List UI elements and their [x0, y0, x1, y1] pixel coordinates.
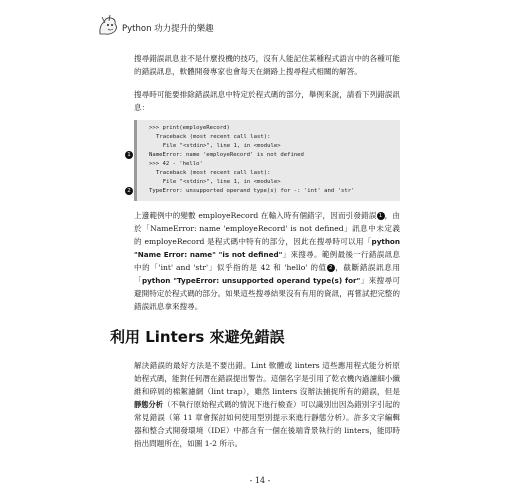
paragraph-linters: 解決錯誤的最好方法是不要出錯。Lint 軟體或 linters 這些應用程式能分析原始程式碼，能對任何潛在錯誤提出警告。這個名字是引用了乾衣機內過濾細小纖維和碎屑的棉絮濾網（lint trap），雖然 linters 沒辦法捕捉所有的錯誤，但是靜態分析（不執行原始程式碼的情況下進行檢查）可以識別出因為錯別字引起的常見錯誤（第 11 章會探討如何使用型別提示來進行靜態分析）。許多文字編輯器和整合式開發環境（IDE）中都含有一個在後端背景執行的 linters，能即時指出問題所在，如圖 1-2 所示。: [134, 361, 400, 448]
code-line-7: File "<stdin>", line 1, in <module>: [156, 179, 281, 185]
term-static-analysis: 靜態分析: [134, 400, 163, 409]
callout-marker-2: 2: [125, 187, 133, 195]
code-block: [127, 120, 400, 201]
section-heading: 利用 Linters 來避免錯誤: [110, 328, 285, 346]
code-line-5: >>> 42 - 'hello': [149, 161, 203, 167]
callout-ref-2: 2: [327, 264, 335, 272]
paragraph-exclude-specific: 搜尋時可能要排除錯誤訊息中特定於程式碼的部分，舉例來說，請看下列錯誤訊息：: [134, 90, 400, 112]
code-line-3: File "<stdin>", line 1, in <module>: [156, 143, 281, 149]
page-header: [0, 0, 520, 38]
code-line-6: Traceback (most recent call last):: [156, 170, 271, 176]
code-line-8: 2 TypeError: unsupported operand type(s) for -: 'int' and 'str': [149, 187, 394, 196]
search-query-2: python "TypeError: unsupported operand type(s) for": [141, 276, 361, 285]
paragraph-search-tips: 搜尋錯誤訊息並不是什麼投機的技巧，沒有人能記住某種程式語言中的各種可能的錯誤訊息，軟體開發專家也會每天在網路上搜尋程式相關的解答。: [134, 54, 400, 76]
code-line-2: Traceback (most recent call last):: [156, 134, 271, 140]
code-line-4: 1 NameError: name 'employeRecord' is not defined: [149, 151, 394, 160]
search-query-1: python "Name Error: name" "is not defined": [134, 237, 400, 259]
callout-ref-1: 1: [377, 212, 385, 220]
page-number: - 14 -: [249, 476, 271, 485]
callout-marker-1: 1: [125, 151, 133, 159]
page-content: [110, 52, 401, 450]
code-line-1: >>> print(employeRecord): [149, 125, 230, 131]
paragraph-example-explanation: 上邊範例中的變數 employeRecord 在輸入時有個錯字，因而引發錯誤 1 ，由於「NameError: name 'employeRecord' is not defined」訊息中未定義的 employeRecord 是程式碼中特有的部分，因此在搜尋時可以用「python "Name Error: name" "is not defined"」來搜尋。範例最後一行錯誤訊息中的「'int' and 'str'」似乎指的是 42 和 'hello' 的值 2 ，截斷錯誤訊息用「python "TypeError: unsupported operand type(s) for"」來搜尋可避開特定於程式碼的部分。如果這些搜尋結果沒有有用的資訊，再嘗試把完整的錯誤訊息拿來搜尋。: [134, 211, 401, 311]
mascot-icon: [96, 14, 120, 36]
header-title: Python 功力提升的樂趣: [122, 24, 214, 34]
